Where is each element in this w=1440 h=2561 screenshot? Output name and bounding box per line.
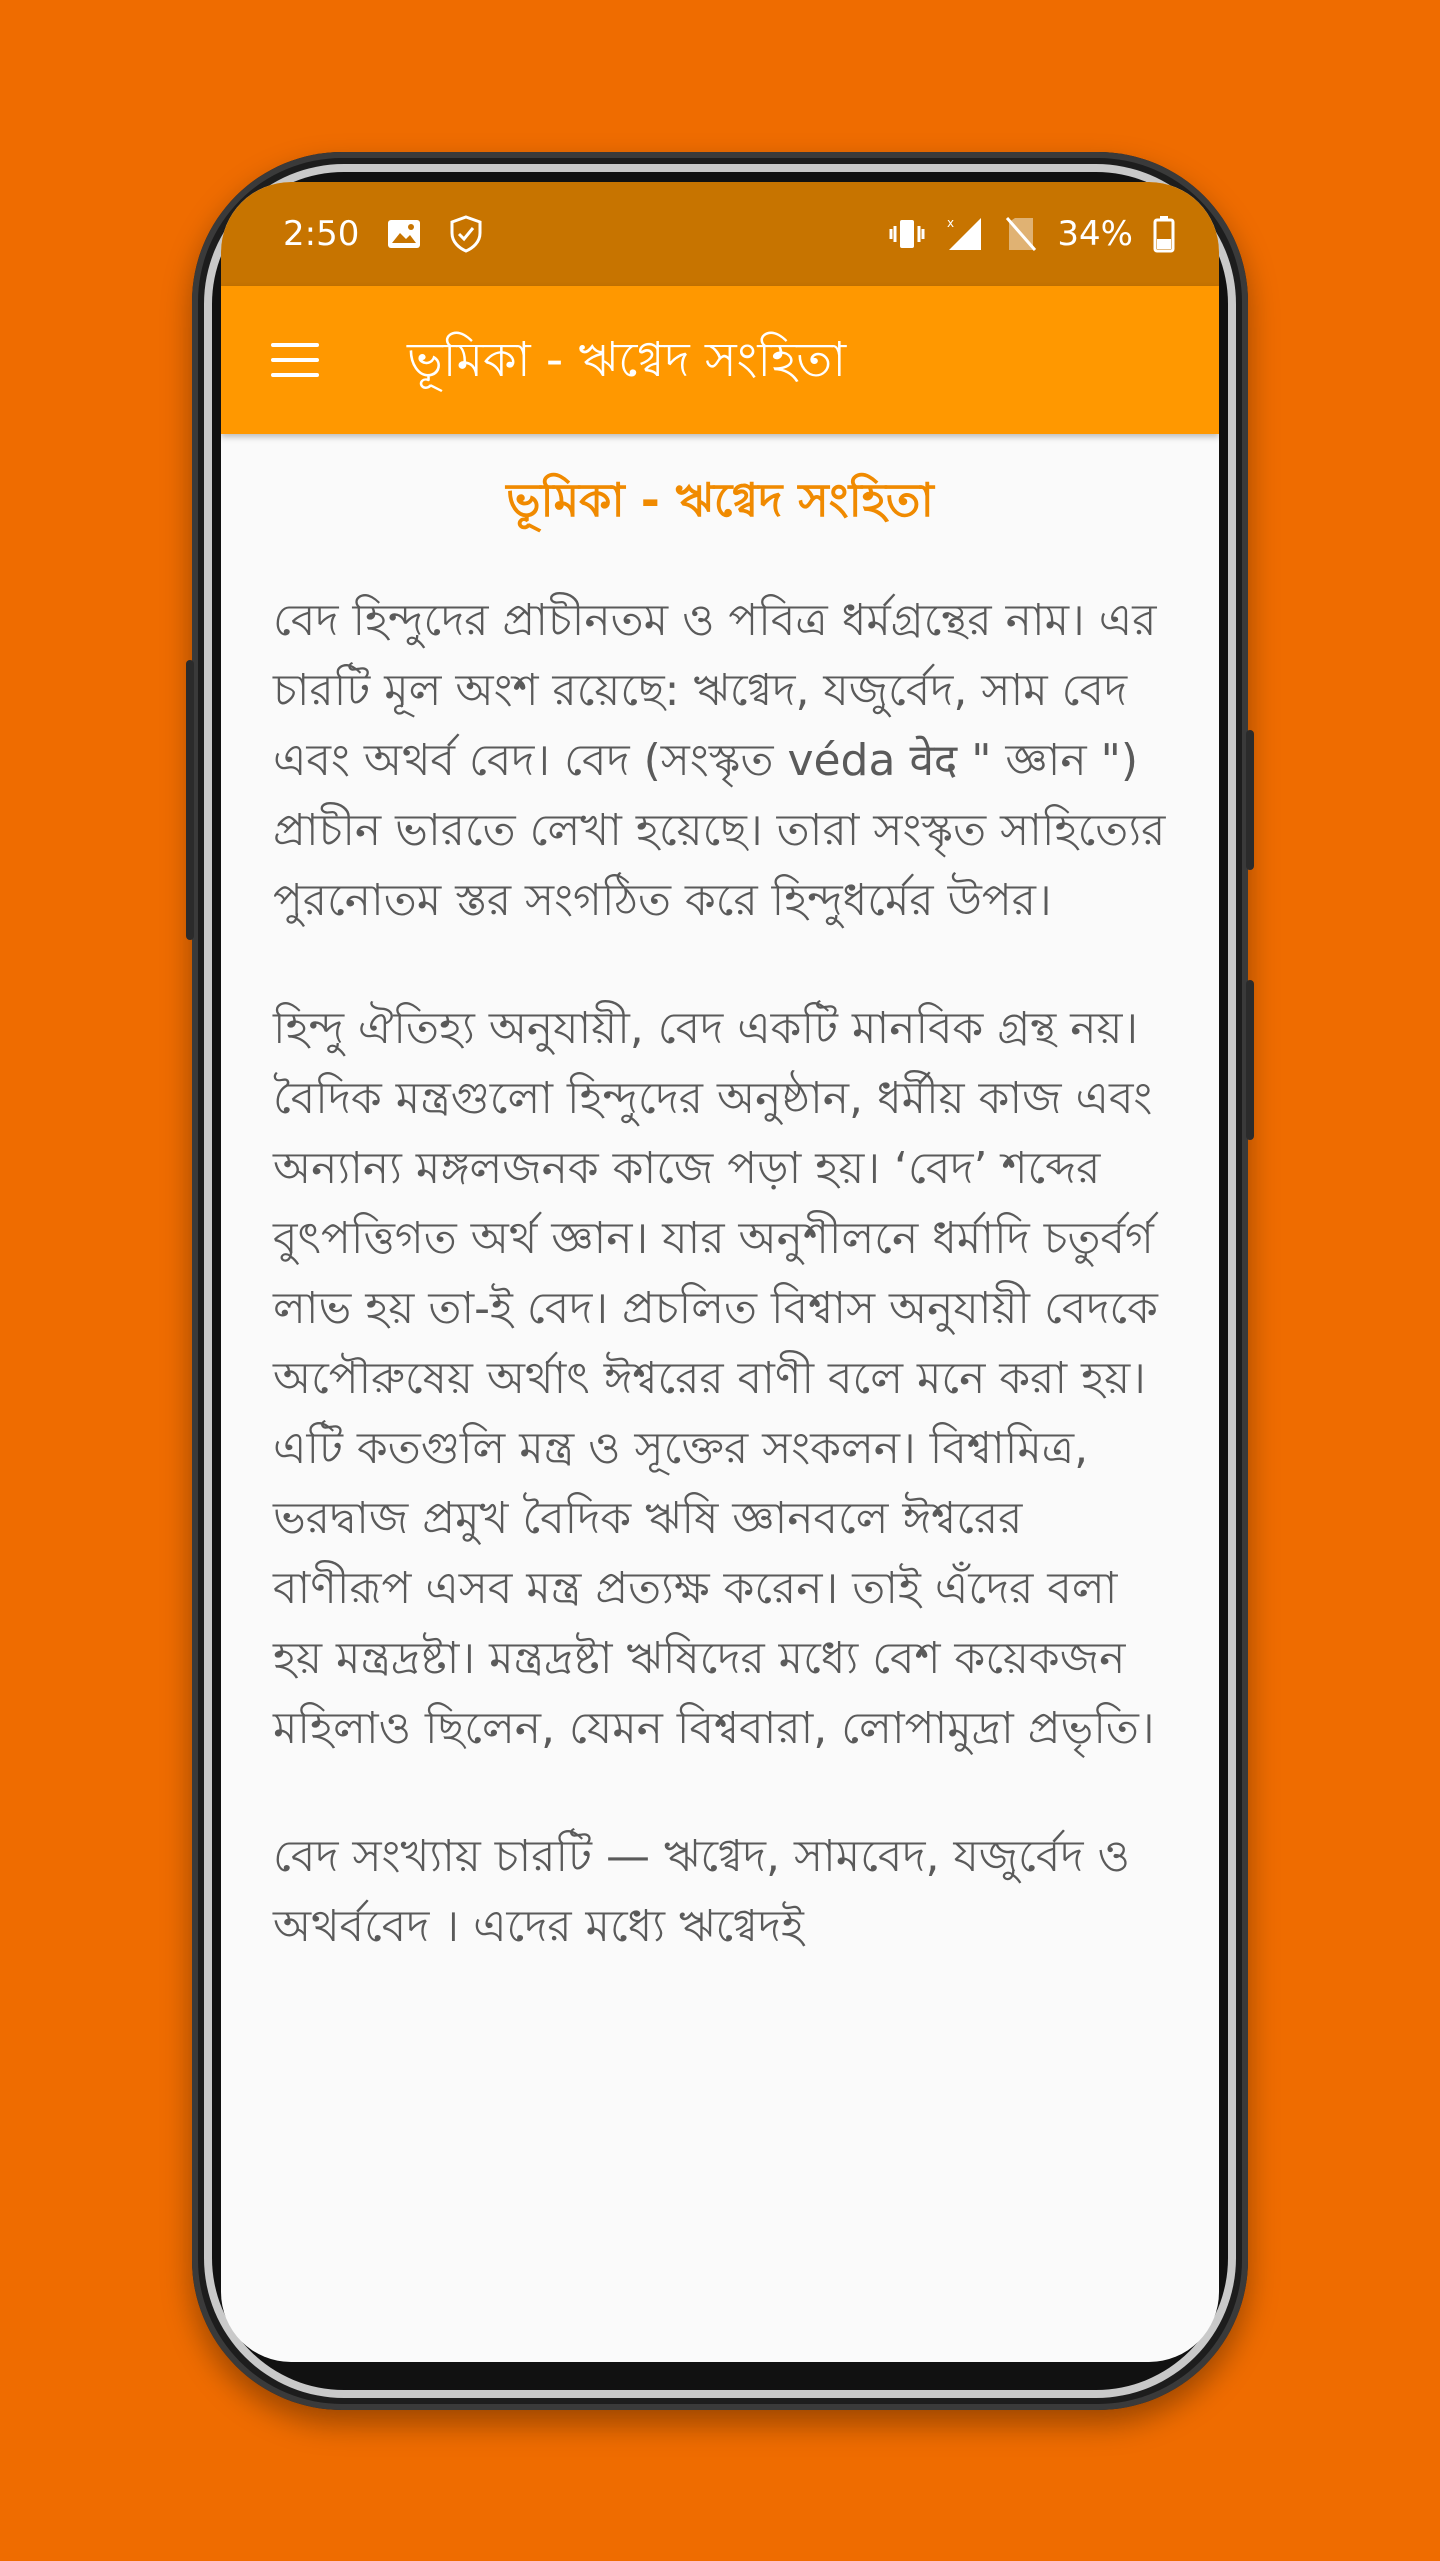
signal-icon — [945, 216, 985, 252]
no-sim-icon — [1005, 216, 1037, 252]
battery-icon — [1153, 215, 1175, 253]
article-heading: ভূমিকা - ঋগ্বেদ সংহিতা — [506, 473, 934, 527]
app-bar — [221, 286, 1219, 434]
volume-button — [186, 660, 194, 940]
article-content[interactable] — [221, 434, 1219, 2362]
article-paragraph: হিন্দু ঐতিহ্য অনুযায়ী, বেদ একটি মানবিক গ্রন্থ নয়। বৈদিক মন্ত্রগুলো হিন্দুদের অনুষ্ঠান, ধর্মীয় কাজ এবং অন্যান্য মঙ্গলজনক কাজে পড়া হয়। ‘বেদ’ শব্দের বুৎপত্তিগত অর্থ জ্ঞান। যার অনুশীলনে ধর্মাদি চতুর্বর্গ লাভ হয় তা-ই বেদ। প্রচলিত বিশ্বাস অনুযায়ী বেদকে অপৌরুষেয় অর্থাৎ ঈশ্বরের বাণী বলে মনে করা হয়। এটি কতগুলি মন্ত্র ও সূক্তের সংকলন। বিশ্বামিত্র, ভরদ্বাজ প্রমুখ বৈদিক ঋষি জ্ঞানবলে ঈশ্বরের বাণীরূপ এসব মন্ত্র প্রত্যক্ষ করেন। তাই এঁদের বলা হয় মন্ত্রদ্রষ্টা। মন্ত্রদ্রষ্টা ঋষিদের মধ্যে বেশ কয়েকজন মহিলাও ছিলেন, যেমন বিশ্ববারা, লোপামুদ্রা প্রভৃতি। — [273, 1003, 1158, 1754]
side-button — [1246, 980, 1254, 1140]
power-button — [1246, 730, 1254, 870]
article-paragraph: বেদ সংখ্যায় চারটি — ঋগ্বেদ, সামবেদ, যজুর্বেদ ও অথর্ববেদ । এদের মধ্যে ঋগ্বেদই — [273, 1831, 1130, 1952]
shield-check-icon — [449, 215, 483, 253]
status-right — [889, 182, 1175, 286]
article-paragraph: বেদ হিন্দুদের প্রাচীনতম ও পবিত্র ধর্মগ্রন্থের নাম। এর চারটি মূল অংশ রয়েছে: ঋগ্বেদ, যজুর্বেদ, সাম বেদ এবং অথর্ব বেদ। বেদ (সংস্কৃত véda वेद " জ্ঞান ") প্রাচীন ভারতে লেখা হয়েছে। তারা সংস্কৃত সাহিত্যের পুরনোতম স্তর সংগঠিত করে হিন্দুধর্মের উপর। — [273, 595, 1166, 926]
image-icon — [387, 219, 421, 249]
status-left — [283, 182, 483, 286]
hamburger-menu-icon[interactable] — [271, 330, 331, 390]
svg-text:x: x — [947, 216, 955, 230]
vibrate-icon — [889, 217, 925, 251]
battery-percent: 34% — [1057, 214, 1133, 254]
app-bar-title: ভূমিকা - ঋগ্বেদ সংহিতা — [407, 332, 847, 388]
status-time: 2:50 — [283, 214, 360, 254]
status-bar — [221, 182, 1219, 286]
phone-screen — [221, 182, 1219, 2362]
